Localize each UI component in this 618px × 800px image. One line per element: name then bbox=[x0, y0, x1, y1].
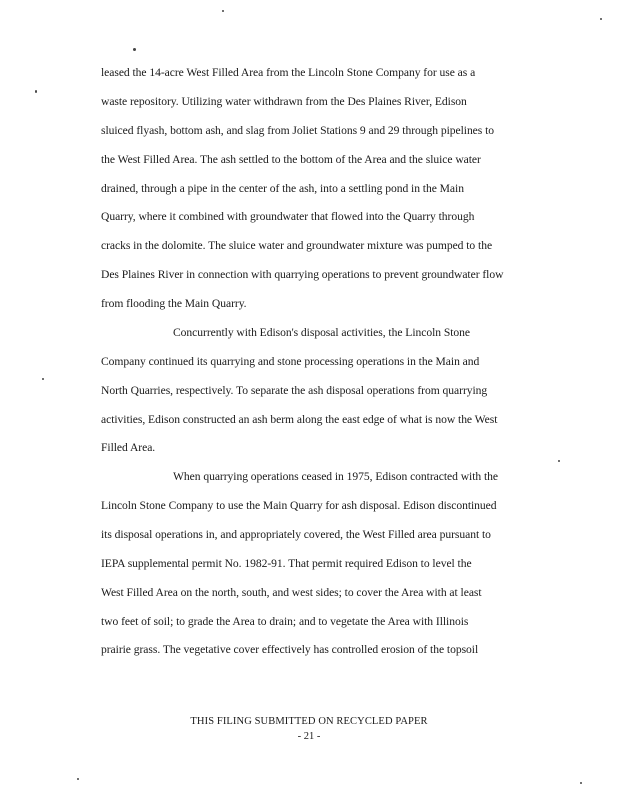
recycled-paper-notice: THIS FILING SUBMITTED ON RECYCLED PAPER bbox=[190, 716, 428, 727]
text-line: IEPA supplemental permit No. 1982-91. That permit required Edison to level the bbox=[101, 557, 472, 570]
text-line: Lincoln Stone Company to use the Main Quarry for ash disposal. Edison discontinued bbox=[101, 499, 497, 512]
text-line: Des Plaines River in connection with quarrying operations to prevent groundwater flow bbox=[101, 268, 504, 281]
text-line: activities, Edison constructed an ash berm along the east edge of what is now the West bbox=[101, 413, 498, 426]
paragraph-first-line: Concurrently with Edison's disposal activities, the Lincoln Stone bbox=[173, 326, 471, 339]
scan-speck bbox=[35, 90, 37, 93]
text-line: Company continued its quarrying and stone processing operations in the Main and bbox=[101, 355, 480, 368]
text-line: drained, through a pipe in the center of the ash, into a settling pond in the Main bbox=[101, 182, 464, 195]
paragraph-first-line: When quarrying operations ceased in 1975, Edison contracted with the bbox=[173, 470, 498, 483]
scan-speck bbox=[600, 18, 602, 20]
scan-speck bbox=[222, 10, 224, 12]
scan-speck bbox=[558, 460, 560, 462]
text-line: North Quarries, respectively. To separate the ash disposal operations from quarrying bbox=[101, 384, 488, 397]
text-line: cracks in the dolomite. The sluice water and groundwater mixture was pumped to the bbox=[101, 239, 493, 252]
text-line: leased the 14-acre West Filled Area from the Lincoln Stone Company for use as a bbox=[101, 66, 476, 79]
page-number: - 21 - bbox=[297, 731, 321, 742]
scan-speck bbox=[42, 378, 44, 380]
text-line: the West Filled Area. The ash settled to the bottom of the Area and the sluice water bbox=[101, 153, 481, 166]
text-line: West Filled Area on the north, south, and west sides; to cover the Area with at least bbox=[101, 586, 482, 599]
text-line: from flooding the Main Quarry. bbox=[101, 297, 247, 310]
text-line: prairie grass. The vegetative cover effectively has controlled erosion of the topsoil bbox=[101, 643, 479, 656]
text-line: Filled Area. bbox=[101, 441, 156, 454]
text-line: its disposal operations in, and appropriately covered, the West Filled area pursuant to bbox=[101, 528, 491, 541]
text-line: two feet of soil; to grade the Area to drain; and to vegetate the Area with Illinois bbox=[101, 615, 469, 628]
scan-speck bbox=[77, 778, 79, 780]
text-line: waste repository. Utilizing water withdrawn from the Des Plaines River, Edison bbox=[101, 95, 467, 108]
scan-speck bbox=[133, 48, 136, 51]
text-line: Quarry, where it combined with groundwater that flowed into the Quarry through bbox=[101, 210, 475, 223]
scan-speck bbox=[580, 782, 582, 784]
text-line: sluiced flyash, bottom ash, and slag from Joliet Stations 9 and 29 through pipelines to bbox=[101, 124, 495, 137]
